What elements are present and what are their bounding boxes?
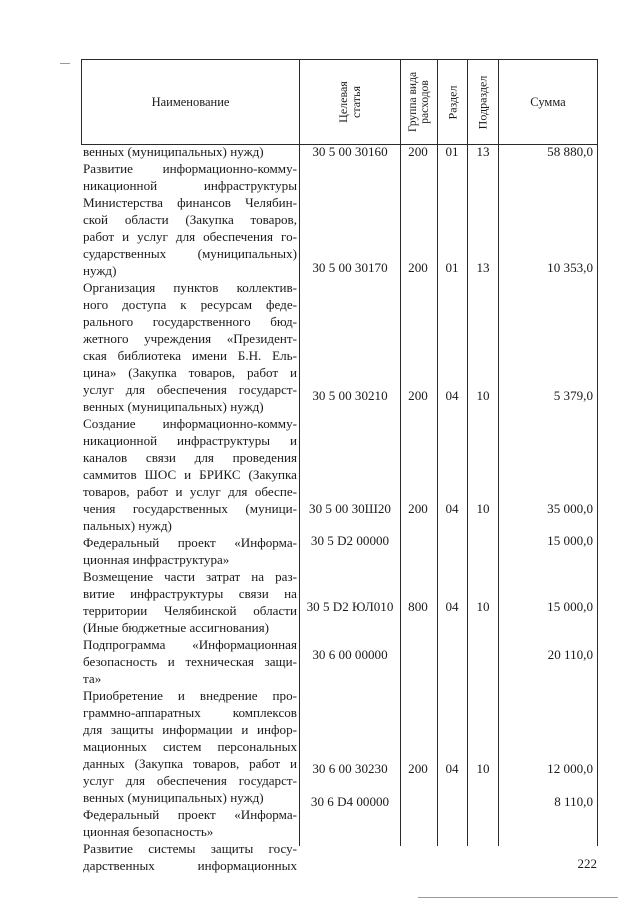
header-expense-group (401, 60, 437, 144)
expense-group-code: 200 (408, 260, 428, 275)
expense-group-code: 200 (408, 761, 428, 776)
amount-value: 58 880,0 (547, 144, 593, 159)
description-line: венных (муниципальных) нужд) (83, 790, 264, 805)
column-divider (467, 59, 468, 846)
section-code: 04 (445, 599, 459, 614)
subsection-code: 13 (476, 260, 490, 275)
description-line: ционная безопасность» (83, 824, 214, 839)
target-article-code: 30 6 D4 00000 (310, 794, 390, 809)
description-line: Федеральный проект «Информа- (83, 535, 297, 550)
expense-group-code: 200 (408, 501, 428, 516)
expense-group-code: 200 (408, 388, 428, 403)
description-line: никационной инфраструктуры (83, 178, 297, 193)
target-article-code: 30 5 00 30160 (312, 144, 388, 159)
footer-scan-mark (418, 897, 618, 898)
description-line: Федеральный проект «Информа- (83, 807, 297, 822)
description-line: та» (83, 671, 102, 686)
description-line: (Иные бюджетные ассигнования) (83, 620, 270, 635)
column-divider (437, 59, 438, 846)
description-line: цина» (Закупка товаров, работ и (83, 365, 297, 380)
description-line: саммитов ШОС и БРИКС (Закупка (83, 467, 297, 482)
amount-value: 12 000,0 (547, 761, 593, 776)
margin-mark (60, 63, 70, 64)
description-line: жетного учреждения «Президент- (83, 331, 297, 346)
header-target-article-label: Целевая статья (335, 81, 363, 123)
subsection-code: 13 (476, 144, 490, 159)
column-divider (498, 59, 499, 846)
description-line: территории Челябинской области (83, 603, 297, 618)
description-line: мационных систем персональных (83, 739, 297, 754)
header-amount-label: Сумма (530, 95, 566, 109)
description-line: услуг для обеспечения государст- (83, 382, 297, 397)
column-divider (597, 59, 598, 846)
header-target-article (300, 60, 400, 144)
column-divider (299, 59, 300, 846)
description-line: работ и услуг для обеспечения го- (83, 229, 297, 244)
description-line: данных (Закупка товаров, работ и (83, 756, 297, 771)
header-subsection-label: Подраздел (475, 75, 490, 129)
target-article-code: 30 6 00 30230 (312, 761, 388, 776)
header-name-label: Наименование (151, 95, 230, 109)
target-article-code: 30 6 00 00000 (312, 647, 388, 662)
description-line: товаров, работ и услуг для обеспе- (83, 484, 297, 499)
description-line: Возмещение части затрат на раз- (83, 569, 297, 584)
description-line: Подпрограмма «Информационная (83, 637, 297, 652)
subsection-code: 10 (476, 501, 490, 516)
description-line: рального государственного бюд- (83, 314, 297, 329)
description-line: чения государственных (муници- (83, 501, 297, 516)
description-line: каналов связи для проведения (83, 450, 297, 465)
description-line: ного доступа к ресурсам феде- (83, 297, 297, 312)
description-line: ционная инфраструктура» (83, 552, 230, 567)
section-code: 04 (445, 501, 459, 516)
amount-value: 15 000,0 (547, 533, 593, 548)
description-line: сударственных (муниципальных) (83, 246, 297, 261)
description-line: никационной инфраструктуры и (83, 433, 297, 448)
description-line: Развитие системы защиты госу- (83, 841, 297, 856)
amount-value: 5 379,0 (553, 388, 593, 403)
description-line: граммно-аппаратных комплексов (83, 705, 297, 720)
subsection-code: 10 (476, 761, 490, 776)
amount-value: 35 000,0 (547, 501, 593, 516)
target-article-code: 30 5 00 30170 (312, 260, 388, 275)
amount-value: 10 353,0 (547, 260, 593, 275)
header-expense-group-label: Группа вида расходов (407, 71, 432, 133)
description-line: нужд) (83, 263, 117, 278)
description-line: ская библиотека имени Б.Н. Ель- (83, 348, 297, 363)
expense-group-code: 200 (408, 144, 428, 159)
subsection-code: 10 (476, 388, 490, 403)
section-code: 04 (445, 761, 459, 776)
header-subsection (468, 60, 498, 144)
target-article-code: 30 5 D2 00000 (310, 533, 390, 548)
description-line: Развитие информационно-комму- (83, 161, 297, 176)
description-line: дарственных информационных (83, 858, 297, 873)
amount-value: 20 110,0 (547, 647, 593, 662)
amount-value: 15 000,0 (547, 599, 593, 614)
description-line: ской области (Закупка товаров, (83, 212, 297, 227)
description-line: безопасность и техническая защи- (83, 654, 297, 669)
target-article-code: 30 5 00 30210 (312, 388, 388, 403)
column-divider (400, 59, 401, 846)
header-name (82, 60, 299, 144)
section-code: 01 (445, 260, 459, 275)
header-section-label: Раздел (445, 85, 460, 119)
description-line: венных (муниципальных) нужд) (83, 399, 264, 414)
description-line: Организация пунктов коллектив- (83, 280, 297, 295)
section-code: 04 (445, 388, 459, 403)
header-section (438, 60, 467, 144)
target-article-code: 30 5 D2 ЮЛ010 (306, 599, 394, 614)
description-line: Приобретение и внедрение про- (83, 688, 297, 703)
description-line: витие инфраструктуры связи на (83, 586, 297, 601)
subsection-code: 10 (476, 599, 490, 614)
header-amount (499, 60, 597, 144)
description-line: пальных) нужд) (83, 518, 172, 533)
expense-group-code: 800 (408, 599, 428, 614)
target-article-code: 30 5 00 30Ш20 (309, 501, 391, 516)
description-line: Министерства финансов Челябин- (83, 195, 297, 210)
section-code: 01 (445, 144, 459, 159)
page-number: 222 (577, 856, 597, 871)
description-line: венных (муниципальных) нужд) (83, 144, 264, 159)
description-line: услуг для обеспечения государст- (83, 773, 297, 788)
description-line: для защиты информации и инфор- (83, 722, 297, 737)
amount-value: 8 110,0 (554, 794, 593, 809)
description-line: Создание информационно-комму- (83, 416, 297, 431)
